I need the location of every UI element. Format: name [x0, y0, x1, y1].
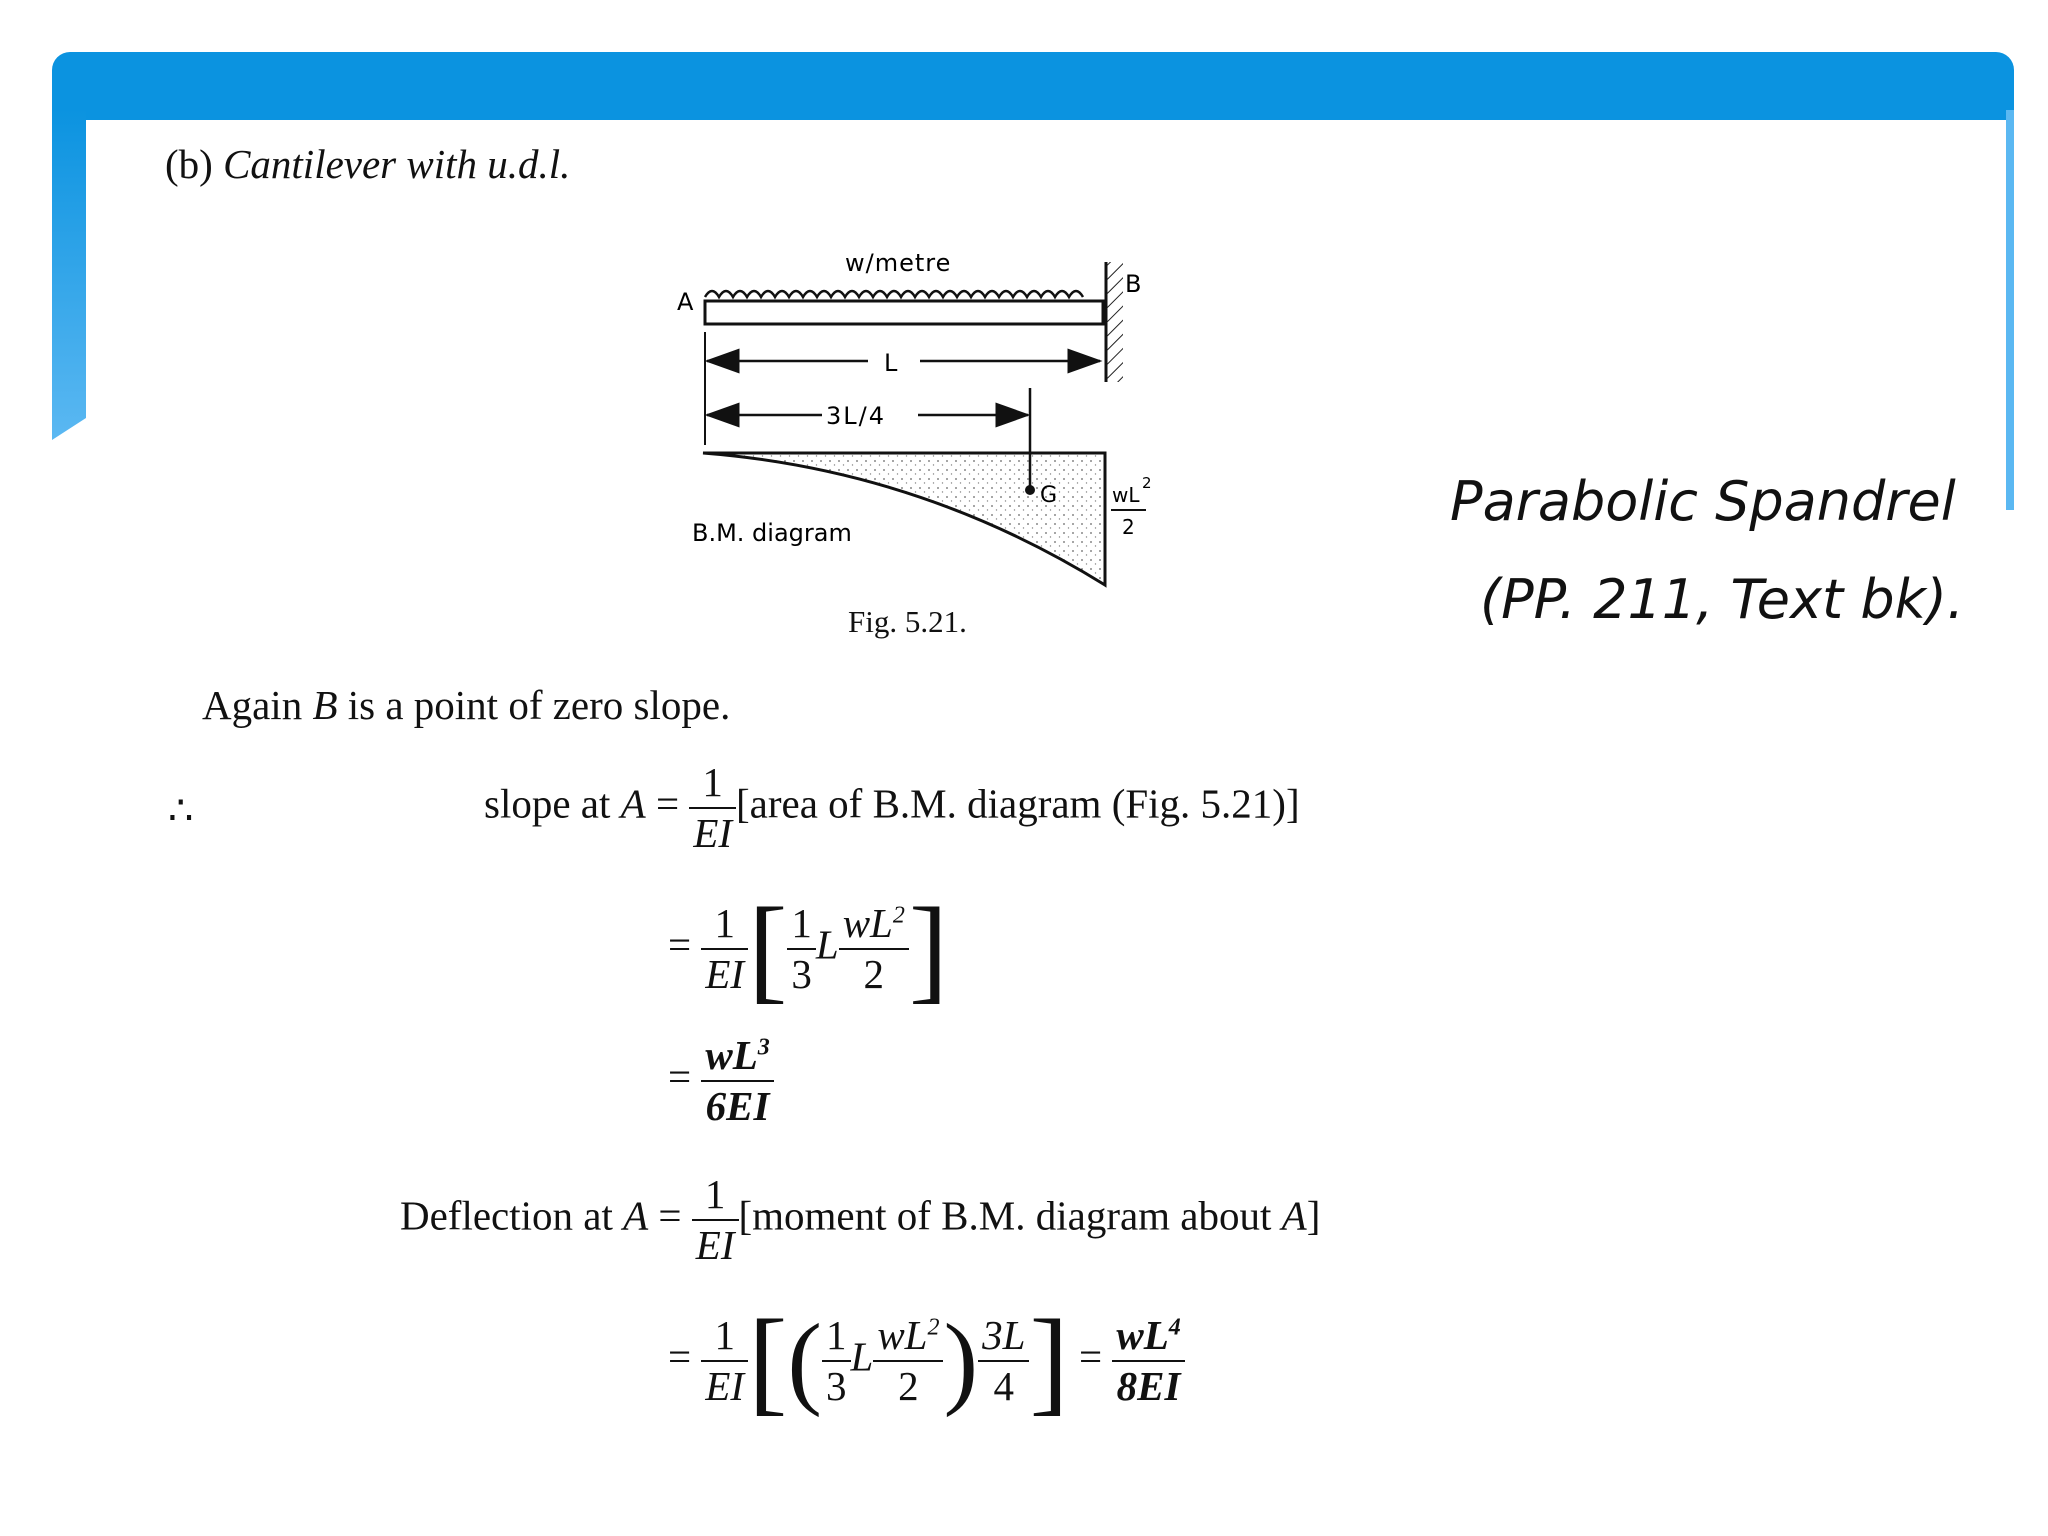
3l-over-4	[978, 1312, 1029, 1409]
wl-text: wL	[1116, 1312, 1169, 1358]
open-bracket: [	[748, 883, 788, 1014]
frac-num: 3L	[982, 1312, 1026, 1358]
close-paren: )	[943, 1303, 979, 1418]
exp-3: 3	[757, 1034, 770, 1061]
equals-sign: =	[668, 1053, 692, 1100]
equals-sign-2: =	[1078, 1333, 1103, 1380]
open-bracket: [	[748, 1295, 788, 1426]
wl2-over-2	[873, 1312, 943, 1409]
slope-equation	[484, 759, 1300, 856]
fixed-support-hatch	[1107, 262, 1123, 382]
deflection-result	[668, 1295, 1185, 1426]
exp-2: 2	[927, 1314, 940, 1341]
slope-label: slope at	[484, 780, 611, 827]
section-label: (b)	[165, 141, 213, 187]
frac-den: EI	[689, 807, 736, 854]
open-paren: (	[787, 1303, 823, 1418]
frac-den: 4	[978, 1360, 1029, 1407]
close-bracket: ]	[1029, 1295, 1069, 1426]
one-over-ei	[692, 1171, 739, 1268]
one-third	[822, 1312, 851, 1409]
udl-load	[705, 291, 1083, 297]
max-moment-wl: wL	[1112, 483, 1140, 507]
equals-sign: =	[655, 780, 680, 827]
one-over-ei	[701, 1312, 748, 1409]
section-title: Cantilever with u.d.l.	[223, 141, 571, 187]
slope-var: A	[620, 780, 646, 827]
one-over-ei	[701, 900, 748, 997]
beam	[705, 301, 1103, 324]
frac-den: 6EI	[701, 1080, 773, 1127]
wl2-over-2	[839, 900, 909, 997]
frac-den: 3	[822, 1360, 851, 1407]
wl-text: wL	[842, 900, 893, 946]
wl4-over-8ei	[1112, 1312, 1184, 1409]
centroid-distance-label: 3L/4	[826, 402, 886, 430]
point-a-label: A	[677, 288, 694, 316]
centroid-point	[1025, 485, 1035, 495]
frac-num: 1	[826, 1312, 847, 1358]
max-moment-exponent: 2	[1142, 474, 1152, 492]
point-b-label: B	[1125, 270, 1142, 298]
equals-sign: =	[668, 1333, 692, 1380]
statement-suffix: is a point of zero slope.	[337, 682, 731, 728]
exp-2: 2	[892, 902, 905, 929]
zero-slope-statement	[202, 681, 730, 729]
centroid-label: G	[1040, 483, 1058, 508]
wl-text: wL	[877, 1312, 928, 1358]
frac-num: 1	[704, 1171, 726, 1217]
frac-num: 1	[702, 759, 723, 805]
deflection-equation	[400, 1171, 1321, 1268]
handwritten-note-line1: Parabolic Spandrel	[1450, 470, 1956, 533]
frac-den: EI	[701, 948, 748, 995]
slope-step-2	[668, 883, 949, 1014]
wl3-over-6ei	[701, 1032, 773, 1129]
var-L: L	[850, 1333, 874, 1380]
deflection-bracket-text: [moment of B.M. diagram about	[738, 1192, 1272, 1239]
figure-caption: Fig. 5.21.	[848, 604, 967, 639]
bm-diagram-label: B.M. diagram	[692, 519, 852, 547]
frac-den: 8EI	[1112, 1360, 1184, 1407]
frac-den: EI	[701, 1360, 748, 1407]
frac-den: 2	[839, 948, 909, 995]
deflection-var-2: A	[1281, 1192, 1307, 1239]
frac-num: 1	[714, 900, 735, 946]
one-over-ei	[689, 759, 736, 856]
slope-bracket-text: [area of B.M. diagram (Fig. 5.21)]	[736, 780, 1300, 827]
equals-sign: =	[668, 921, 692, 968]
frac-den: 3	[787, 948, 816, 995]
statement-var: B	[312, 682, 338, 728]
close-bracket: ]	[1306, 1192, 1321, 1239]
therefore-symbol: ∴	[168, 788, 192, 833]
deflection-label: Deflection at	[400, 1192, 613, 1239]
var-L: L	[815, 921, 839, 968]
frac-den: EI	[692, 1219, 739, 1266]
statement-prefix: Again	[202, 682, 313, 728]
max-moment-numerator	[1112, 483, 1140, 507]
exp-4: 4	[1168, 1314, 1181, 1341]
slope-result	[668, 1032, 774, 1129]
close-bracket: ]	[908, 883, 949, 1014]
frac-num: 1	[791, 900, 812, 946]
frac-num: 1	[714, 1312, 735, 1358]
one-third	[787, 900, 816, 997]
max-moment-denominator: 2	[1122, 515, 1135, 539]
load-label: w/metre	[845, 249, 952, 277]
wl-text: wL	[705, 1032, 758, 1078]
span-label: L	[884, 349, 898, 377]
deflection-var: A	[623, 1192, 649, 1239]
equals-sign: =	[658, 1192, 682, 1239]
handwritten-note-line2: (PP. 211, Text bk).	[1480, 568, 1965, 631]
frac-den: 2	[873, 1360, 943, 1407]
